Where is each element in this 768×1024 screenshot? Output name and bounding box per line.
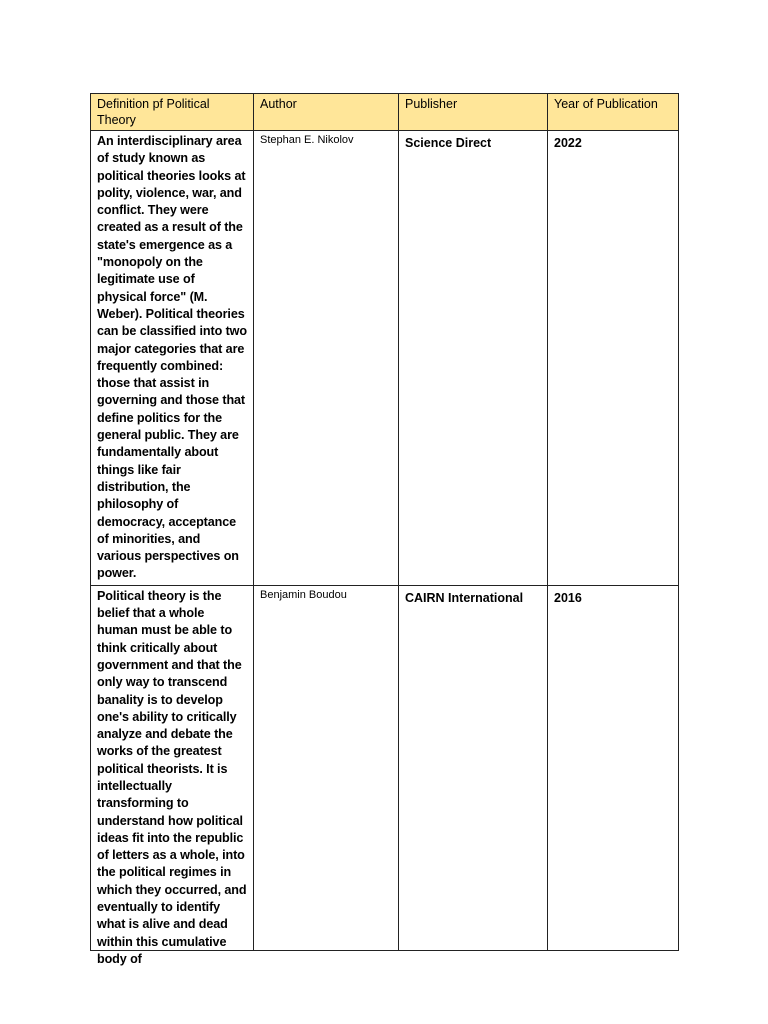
header-year: Year of Publication (548, 94, 679, 131)
author-text: Benjamin Boudou (260, 588, 347, 601)
publisher-cell (399, 585, 548, 950)
definition-text: Political theory is the belief that a whole human must be able to think critically about government and that the only way to transcend banality is to develop one's ability to critically analyze and debate the works of the greatest political theorists. It is intellectually transforming to understand how political ideas fit into the republic of letters as a whole, into the political regimes in which they occurred, and eventually to identify what is alive and dead within this cumulative body of (97, 588, 247, 966)
author-cell (254, 585, 399, 950)
publisher-text: CAIRN International (405, 590, 524, 605)
year-text: 2016 (554, 590, 582, 605)
definition-cell (91, 585, 254, 966)
table-header-row (91, 94, 679, 131)
table-row (91, 131, 679, 586)
year-text: 2022 (554, 136, 582, 150)
author-cell (254, 131, 399, 586)
table-row (91, 585, 679, 950)
author-text: Stephan E. Nikolov (260, 134, 354, 146)
header-author: Author (254, 94, 399, 131)
literature-table (90, 93, 679, 966)
year-cell (548, 131, 679, 586)
header-definition: Definition pf Political Theory (91, 94, 254, 131)
year-cell (548, 585, 679, 950)
definition-cell (91, 131, 254, 586)
publisher-cell (399, 131, 548, 586)
header-publisher: Publisher (399, 94, 548, 131)
publisher-text: Science Direct (405, 136, 492, 150)
definition-text: An interdisciplinary area of study known as political theories looks at polity, violence, war, and conflict. They were created as a result of the state's emergence as a "monopoly on the legitimate use of physical force" (M. Weber). Political theories can be classified into two major categories that are frequently combined: those that assist in governing and those that define politics for the general public. They are fundamentally about things like fair distribution, the philosophy of democracy, acceptance of minorities, and various perspectives on power. (97, 134, 247, 581)
